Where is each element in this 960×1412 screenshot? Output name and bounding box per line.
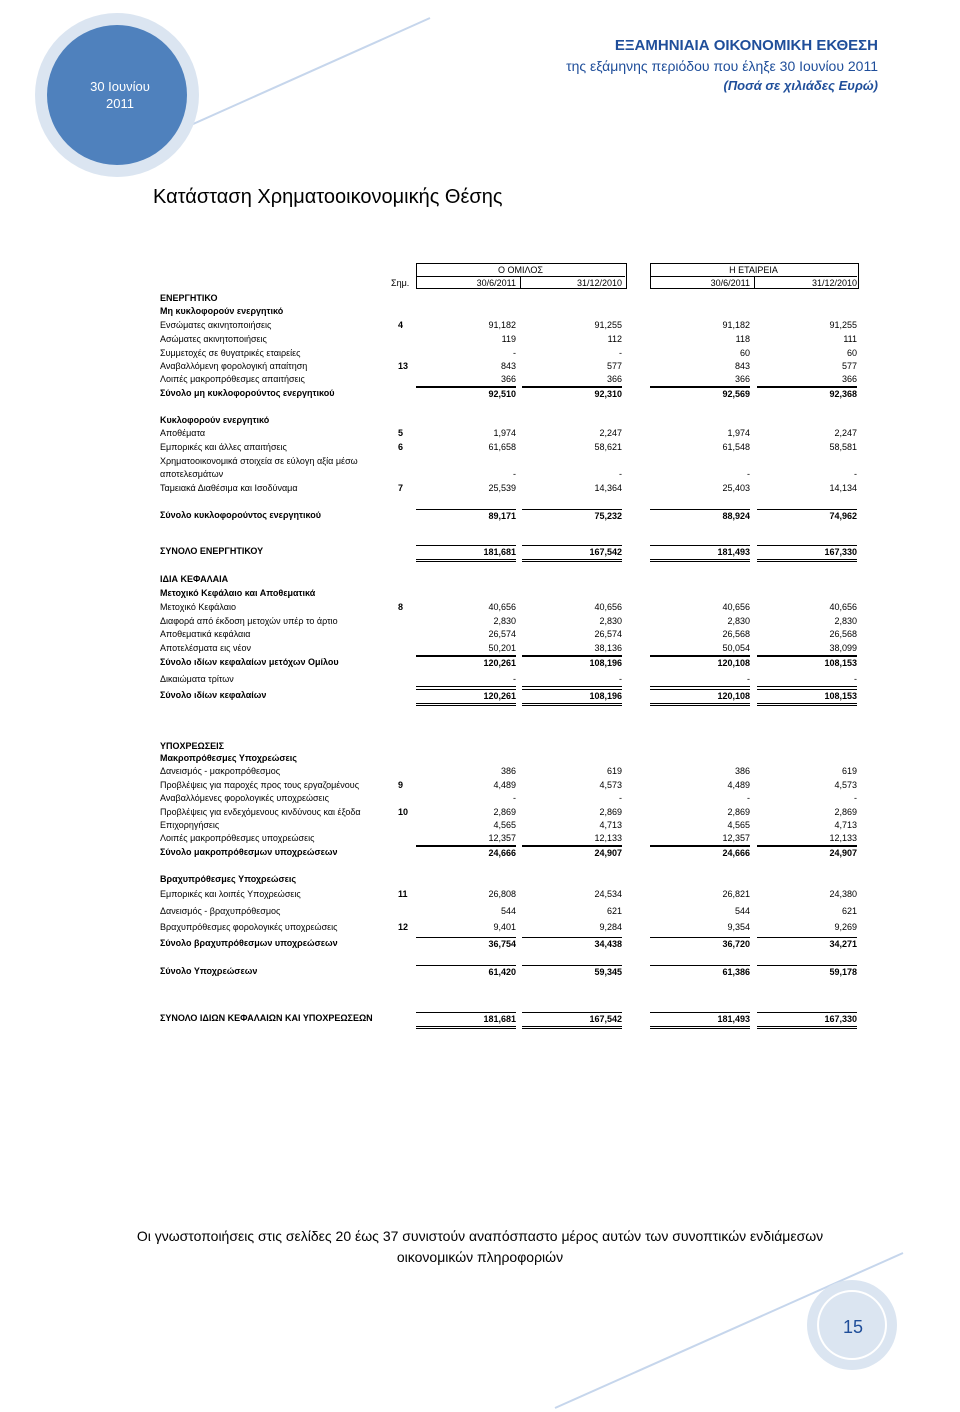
row-label: Σύνολο ιδίων κεφαλαίων μετόχων Ομίλου: [160, 657, 339, 667]
row-value: 12,133: [522, 832, 622, 846]
row-note: 6: [398, 442, 404, 452]
row-label: ΥΠΟΧΡΕΩΣΕΙΣ: [160, 741, 225, 751]
row-label: Διαφορά από έκδοση μετοχών υπέρ το άρτιο: [160, 616, 338, 626]
table-row: [0, 373, 960, 386]
table-row: [0, 873, 960, 886]
row-value: -: [513, 469, 516, 479]
row-value: 111: [843, 334, 857, 344]
row-value: 4,565: [493, 820, 516, 830]
group-column-header: Ο ΟΜΙΛΟΣ: [498, 265, 543, 275]
table-row: [0, 319, 960, 332]
row-note: 4: [398, 320, 404, 330]
row-value: 59,178: [757, 965, 857, 979]
row-value: 24,666: [650, 846, 750, 860]
row-value: 61,386: [650, 965, 750, 979]
row-value: 4,573: [599, 780, 622, 790]
row-value: 119: [501, 334, 516, 344]
row-value: 61,420: [416, 965, 516, 979]
row-value: 38,136: [522, 642, 622, 656]
row-value: 60: [846, 348, 857, 358]
row-label: ΣΥΝΟΛΟ ΕΝΕΡΓΗΤΙΚΟΥ: [160, 546, 264, 556]
row-label: Αναβαλλόμενες φορολογικές υποχρεώσεις: [160, 793, 329, 803]
row-value: 544: [734, 906, 750, 916]
row-label: ΣΥΝΟΛΟ ΙΔΙΩΝ ΚΕΦΑΛΑΙΩΝ ΚΑΙ ΥΠΟΧΡΕΩΣΕΩΝ: [160, 1013, 373, 1023]
row-value: 619: [606, 766, 622, 776]
row-label: Μη κυκλοφορούν ενεργητικό: [160, 306, 284, 316]
date-header-2: 31/12/2010: [576, 278, 622, 288]
row-value: 2,247: [834, 428, 857, 438]
table-row: [0, 573, 960, 586]
row-label: Ενσώματες ακινητοποιήσεις: [160, 320, 272, 330]
row-value: 621: [841, 906, 857, 916]
table-row: [0, 482, 960, 495]
row-label: Λοιπές μακροπρόθεσμες απαιτήσεις: [160, 374, 305, 384]
row-value: 14,364: [594, 483, 622, 493]
row-value: 36,754: [416, 937, 516, 951]
group-col-separator: [520, 276, 521, 288]
row-value: 366: [522, 373, 622, 387]
row-value: 577: [841, 361, 857, 371]
row-label: Σύνολο κυκλοφορούντος ενεργητικού: [160, 510, 321, 520]
row-value: 4,713: [834, 820, 857, 830]
row-label: Αποθεματικά κεφάλαια: [160, 629, 251, 639]
report-title: ΕΞΑΜΗΝΙΑΙΑ ΟΙΚΟΝΟΜΙΚΗ ΕΚΘΕΣΗ: [614, 37, 878, 54]
row-value: 843: [500, 361, 516, 371]
row-value: 366: [757, 373, 857, 387]
row-value: 74,962: [757, 509, 857, 523]
row-value: 89,171: [416, 509, 516, 523]
table-row: [0, 305, 960, 318]
row-value: 91,255: [829, 320, 857, 330]
row-label: Συμμετοχές σε θυγατρικές εταιρείες: [160, 348, 301, 358]
table-row: [0, 921, 960, 934]
row-value: 9,354: [727, 922, 750, 932]
row-value: -: [416, 673, 516, 687]
row-value: 4,713: [599, 820, 622, 830]
row-value: 2,869: [834, 807, 857, 817]
page-number: 15: [842, 1317, 864, 1337]
report-period: της εξάμηνης περιόδου που έληξε 30 Ιουνίου 2011: [566, 58, 878, 74]
row-note: 11: [398, 889, 408, 899]
row-label: Προβλέψεις για παροχές προς τους εργαζομένους: [160, 780, 360, 790]
row-value: 38,099: [757, 642, 857, 656]
table-row: [0, 905, 960, 918]
row-value: 619: [841, 766, 857, 776]
row-value: 34,271: [757, 937, 857, 951]
row-value: 2,830: [727, 616, 750, 626]
row-label: Ταμειακά Διαθέσιμα και Ισοδύναμα: [160, 483, 298, 493]
badge-year: 2011: [106, 96, 134, 111]
table-row: [0, 888, 960, 901]
row-value: 9,269: [834, 922, 857, 932]
row-value: 26,574: [488, 629, 516, 639]
row-label: Βραχυπρόθεσμες φορολογικές υποχρεώσεις: [160, 922, 338, 932]
row-value: 36,720: [650, 937, 750, 951]
table-row: [0, 545, 960, 558]
row-value: -: [854, 469, 857, 479]
table-row: [0, 615, 960, 628]
row-value: 108,196: [522, 656, 622, 670]
row-label: ΙΔΙΑ ΚΕΦΑΛΑΙΑ: [160, 574, 229, 584]
table-row: [0, 347, 960, 360]
row-value: 12,357: [650, 832, 750, 846]
row-value: 40,656: [829, 602, 857, 612]
table-row: [0, 673, 960, 686]
row-label: Λοιπές μακροπρόθεσμες υποχρεώσεις: [160, 833, 315, 843]
row-value: -: [513, 793, 516, 803]
footer-line-1: Οι γνωστοποιήσεις στις σελίδες 20 έως 37 συνιστούν αναπόσπαστο μέρος αυτών των συνοπτικών ενδιάμεσων: [136, 1228, 824, 1244]
row-label: Επιχορηγήσεις: [160, 820, 220, 830]
row-value: 621: [606, 906, 622, 916]
row-value: 167,542: [522, 545, 622, 562]
company-column-header: Η ΕΤΑΙΡΕΙΑ: [729, 265, 778, 275]
row-value: 112: [607, 334, 622, 344]
row-label: Προβλέψεις για ενδεχόμενους κινδύνους και έξοδα: [160, 807, 361, 817]
row-value: 1,974: [727, 428, 750, 438]
row-value: 50,201: [416, 642, 516, 656]
table-row: [0, 832, 960, 845]
table-row: [0, 792, 960, 805]
table-row: [0, 752, 960, 765]
table-row: [0, 656, 960, 669]
row-value: 167,330: [757, 1012, 857, 1029]
table-row: [0, 689, 960, 702]
row-value: -: [650, 673, 750, 687]
row-value: 9,284: [599, 922, 622, 932]
row-value: 24,666: [416, 846, 516, 860]
table-row: [0, 427, 960, 440]
row-note: 13: [398, 361, 409, 371]
row-value: 40,656: [488, 602, 516, 612]
row-value: 58,581: [829, 442, 857, 452]
row-value: 120,108: [650, 656, 750, 670]
row-value: 24,534: [594, 889, 622, 899]
table-row: [0, 937, 960, 950]
company-col-separator: [754, 276, 755, 288]
footer-note: [0, 1226, 960, 1268]
row-value: 12,133: [757, 832, 857, 846]
table-row: [0, 846, 960, 859]
row-note: 9: [398, 780, 404, 790]
row-value: -: [757, 673, 857, 687]
row-value: 2,830: [599, 616, 622, 626]
row-label: Ασώματες ακινητοποιήσεις: [160, 334, 267, 344]
row-value: 75,232: [522, 509, 622, 523]
row-value: 4,489: [727, 780, 750, 790]
row-label: Μετοχικό Κεφάλαιο: [160, 602, 236, 612]
row-value: 61,658: [488, 442, 516, 452]
row-value: 167,330: [757, 545, 857, 562]
row-value: 181,493: [650, 1012, 750, 1029]
row-note: 10: [398, 807, 409, 817]
row-label: Μακροπρόθεσμες Υποχρεώσεις: [160, 753, 297, 763]
table-row: [0, 292, 960, 305]
row-value: 26,821: [722, 889, 750, 899]
page-title: Κατάσταση Χρηματοοικονομικής Θέσης: [153, 186, 503, 208]
row-value: 92,368: [757, 387, 857, 401]
row-note: 5: [398, 428, 404, 438]
row-note: 8: [398, 602, 404, 612]
row-value: -: [522, 673, 622, 687]
row-value: 2,830: [834, 616, 857, 626]
row-value: 386: [734, 766, 750, 776]
row-value: 25,403: [722, 483, 750, 493]
row-label: Αποθέματα: [160, 428, 206, 438]
row-label: Σύνολο Υποχρεώσεων: [160, 966, 258, 976]
table-row: [0, 333, 960, 346]
row-note: 7: [398, 483, 404, 493]
row-value: 2,869: [727, 807, 750, 817]
table-row: [0, 779, 960, 792]
row-label: Βραχυπρόθεσμες Υποχρεώσεις: [160, 874, 297, 884]
row-value: 118: [735, 334, 750, 344]
row-value: 108,153: [757, 689, 857, 706]
table-row: [0, 819, 960, 832]
row-value: 2,247: [599, 428, 622, 438]
row-value: 50,054: [650, 642, 750, 656]
row-value: 544: [500, 906, 516, 916]
row-value: 181,493: [650, 545, 750, 562]
row-value: 2,869: [599, 807, 622, 817]
row-value: 26,568: [722, 629, 750, 639]
row-value: 108,153: [757, 656, 857, 670]
table-row: [0, 468, 960, 481]
date-header-3: 30/6/2011: [710, 278, 750, 288]
row-label: Δικαιώματα τρίτων: [160, 674, 234, 684]
row-label: Αποτελέσματα εις νέον: [160, 643, 251, 653]
row-label: Αναβαλλόμενη φορολογική απαίτηση: [160, 361, 308, 371]
date-header-1: 30/6/2011: [476, 278, 516, 288]
row-value: 167,542: [522, 1012, 622, 1029]
row-label: Εμπορικές και άλλες απαιτήσεις: [160, 442, 287, 452]
row-value: 34,438: [522, 937, 622, 951]
row-value: 61,548: [722, 442, 750, 452]
row-label: Σύνολο μη κυκλοφορούντος ενεργητικού: [160, 388, 335, 398]
table-row: [0, 441, 960, 454]
row-value: 120,108: [650, 689, 750, 706]
row-value: 25,539: [488, 483, 516, 493]
table-row: [0, 642, 960, 655]
row-label: Κυκλοφορούν ενεργητικό: [160, 415, 270, 425]
row-value: 120,261: [416, 689, 516, 706]
row-value: 24,907: [522, 846, 622, 860]
row-value: -: [513, 348, 516, 358]
row-value: 40,656: [594, 602, 622, 612]
row-value: 181,681: [416, 545, 516, 562]
row-value: 26,574: [594, 629, 622, 639]
row-value: 2,869: [493, 807, 516, 817]
row-value: 366: [650, 373, 750, 387]
row-value: -: [747, 469, 750, 479]
row-value: -: [619, 469, 622, 479]
row-value: 92,569: [650, 387, 750, 401]
row-value: 91,182: [488, 320, 516, 330]
row-value: 4,489: [493, 780, 516, 790]
row-label: Σύνολο μακροπρόθεσμων υποχρεώσεων: [160, 847, 338, 857]
row-note: 12: [398, 922, 409, 932]
table-row: [0, 1012, 960, 1025]
row-label: Χρηματοοικονομικά στοιχεία σε εύλογη αξία μέσω: [160, 456, 358, 466]
row-value: 60: [739, 348, 750, 358]
row-value: 91,255: [594, 320, 622, 330]
row-value: 91,182: [722, 320, 750, 330]
row-value: 12,357: [416, 832, 516, 846]
row-label: αποτελεσμάτων: [160, 469, 224, 479]
row-value: 843: [734, 361, 750, 371]
row-value: -: [619, 348, 622, 358]
badge-month: 30 Ιουνίου: [90, 79, 150, 94]
row-label: ΕΝΕΡΓΗΤΙΚΟ: [160, 293, 218, 303]
row-value: -: [619, 793, 622, 803]
row-value: 24,907: [757, 846, 857, 860]
table-row: [0, 965, 960, 978]
row-value: 181,681: [416, 1012, 516, 1029]
row-value: 366: [416, 373, 516, 387]
table-row: [0, 509, 960, 522]
row-value: 92,510: [416, 387, 516, 401]
table-row: [0, 806, 960, 819]
table-row: [0, 414, 960, 427]
row-value: 26,568: [829, 629, 857, 639]
row-value: 4,565: [727, 820, 750, 830]
row-value: 120,261: [416, 656, 516, 670]
footer-line-2: οικονομικών πληροφοριών: [396, 1249, 564, 1265]
row-value: -: [747, 793, 750, 803]
table-row: [0, 765, 960, 778]
row-label: Δανεισμός - βραχυπρόθεσμος: [160, 906, 281, 916]
row-value: 88,924: [650, 509, 750, 523]
row-value: 59,345: [522, 965, 622, 979]
report-units: (Ποσά σε χιλιάδες Ευρώ): [723, 78, 878, 93]
table-row: [0, 628, 960, 641]
row-value: 4,573: [834, 780, 857, 790]
row-label: Σύνολο βραχυπρόθεσμων υποχρεώσεων: [160, 938, 338, 948]
row-value: 92,310: [522, 387, 622, 401]
row-value: 40,656: [722, 602, 750, 612]
row-value: 26,808: [488, 889, 516, 899]
row-value: 386: [500, 766, 516, 776]
row-label: Μετοχικό Κεφάλαιο και Αποθεματικά: [160, 588, 316, 598]
note-column-header: Σημ.: [391, 278, 410, 288]
table-row: [0, 360, 960, 373]
row-value: 577: [606, 361, 622, 371]
date-header-4: 31/12/2010: [811, 278, 857, 288]
row-value: 1,974: [493, 428, 516, 438]
row-label: Σύνολο ιδίων κεφαλαίων: [160, 690, 267, 700]
table-row: [0, 587, 960, 600]
row-value: 9,401: [493, 922, 516, 932]
row-label: Δανεισμός - μακροπρόθεσμος: [160, 766, 281, 776]
row-value: -: [854, 793, 857, 803]
table-row: [0, 601, 960, 614]
row-value: 58,621: [594, 442, 622, 452]
row-value: 108,196: [522, 689, 622, 706]
date-badge: [60, 78, 180, 112]
row-value: 14,134: [829, 483, 857, 493]
row-value: 24,380: [829, 889, 857, 899]
row-value: 2,830: [493, 616, 516, 626]
row-label: Εμπορικές και λοιπές Υποχρεώσεις: [160, 889, 301, 899]
table-row: [0, 387, 960, 400]
table-row: [0, 455, 960, 468]
